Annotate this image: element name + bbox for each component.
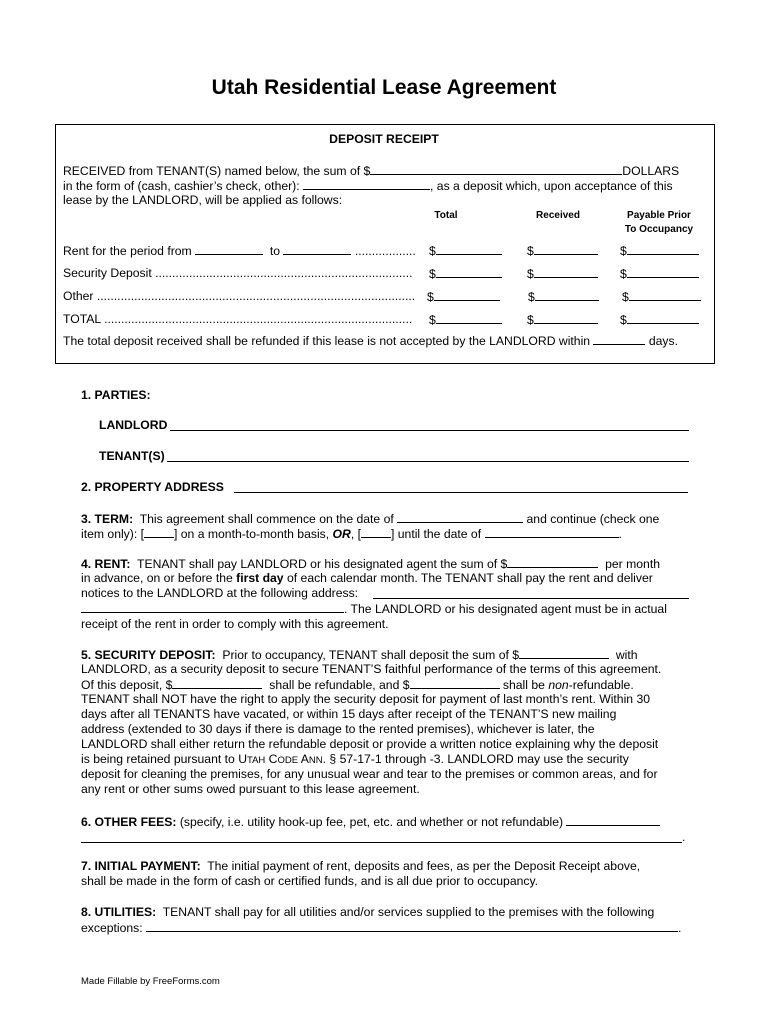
commence-date-field[interactable] [397, 511, 523, 523]
property-address-field[interactable] [234, 492, 688, 493]
document-title: Utah Residential Lease Agreement [211, 76, 557, 99]
other-received-field[interactable]: $ [528, 289, 599, 305]
section-1-heading: 1. PARTIES: [81, 388, 151, 402]
term-line-2: item only): [ ] on a month-to-month basis, OR, [ ] until the date of . [81, 527, 622, 541]
column-header-total: Total [434, 210, 458, 221]
receipt-row-security: Security Deposit ............................................................................ [63, 266, 413, 280]
payment-form-field[interactable] [303, 178, 430, 190]
landlord-label: LANDLORD [99, 418, 168, 432]
other-payable-field[interactable]: $ [622, 289, 701, 305]
rent-address-field-2[interactable] [81, 601, 344, 613]
security-line-7: LANDLORD shall either return the refundable deposit or provide a written notice explaining why the deposit [81, 737, 659, 751]
rent-period-from-field[interactable] [195, 243, 263, 255]
rent-received-field[interactable]: $ [527, 243, 598, 259]
term-line-1: 3. TERM: This agreement shall commence on the date of and continue (check one [81, 512, 660, 526]
other-fees-field-1[interactable] [566, 814, 660, 826]
rent-total-field[interactable]: $ [429, 243, 502, 259]
security-line-3: Of this deposit, $ shall be refundable, and $ shall be non-refundable. [81, 678, 634, 692]
security-line-5: days after all TENANTS have vacated, or within 15 days after receipt of the TENANT’S new mailing [81, 707, 617, 721]
refund-clause: The total deposit received shall be refunded if this lease is not accepted by the LANDLORD within days. [63, 334, 678, 348]
monthly-rent-field[interactable] [507, 556, 598, 568]
other-total-field[interactable]: $ [427, 289, 500, 305]
receipt-heading: DEPOSIT RECEIPT [329, 132, 439, 146]
security-line-10: any rent or other sums owed pursuant to this lease agreement. [81, 782, 420, 796]
security-line-6: address (extended to 30 days if there is damage to the rented premises), whichever is later, the [81, 722, 595, 736]
rent-address-field-1[interactable] [373, 598, 689, 599]
utilities-exceptions-field[interactable] [146, 920, 678, 932]
rent-payable-field[interactable]: $ [620, 243, 699, 259]
amount-received-field[interactable] [370, 163, 622, 175]
security-payable-field[interactable]: $ [620, 266, 699, 282]
tenant-label: TENANT(S) [99, 449, 165, 463]
security-line-2: LANDLORD, as a security deposit to secure TENANT’S faithful performance of the terms of this agreement. [81, 662, 662, 676]
column-header-received: Received [536, 210, 580, 221]
footer-credit: Made Fillable by FreeForms.com [81, 976, 220, 987]
non-refundable-amount-field[interactable] [410, 677, 500, 689]
rent-line-3: notices to the LANDLORD at the following address: [81, 586, 359, 600]
rent-period-to-field[interactable] [283, 243, 351, 255]
other-fees-line-1: 6. OTHER FEES: (specify, i.e. utility hook-up fee, pet, etc. and whether or not refundable) [81, 814, 660, 830]
receipt-row-total: TOTAL ........................................................................................... [63, 312, 413, 326]
receipt-line-1: RECEIVED from TENANT(S) named below, the sum of $ DOLLARS [63, 164, 680, 178]
receipt-row-other: Other .............................................................................................. [63, 289, 416, 303]
receipt-line-3: lease by the LANDLORD, will be applied as follows: [63, 193, 343, 207]
security-line-9: deposit for cleaning the premises, for any unusual wear and tear to the premises or common areas, and for [81, 767, 658, 781]
rent-line-2: in advance, on or before the first day of each calendar month. The TENANT shall pay the rent and deliver [81, 571, 653, 585]
rent-line-5: receipt of the rent in order to comply with this agreement. [81, 617, 389, 631]
other-fees-field-2[interactable] [81, 842, 682, 843]
security-line-8: is being retained pursuant to UTAH CODE ANN. § 57-17-1 through -3. LANDLORD may use the security [81, 752, 629, 766]
initial-payment-line-1: 7. INITIAL PAYMENT: The initial payment of rent, deposits and fees, as per the Deposit Receipt above, [81, 859, 641, 873]
section-2-heading: 2. PROPERTY ADDRESS [81, 480, 224, 494]
rent-line-1: 4. RENT: TENANT shall pay LANDLORD or his designated agent the sum of $ per month [81, 557, 660, 571]
column-header-payable-2: To Occupancy [624, 224, 694, 235]
refundable-amount-field[interactable] [172, 677, 262, 689]
initial-payment-line-2: shall be made in the form of cash or certified funds, and is all due prior to occupancy. [81, 874, 539, 888]
rent-line-4: . The LANDLORD or his designated agent must be in actual [81, 601, 667, 617]
receipt-row-rent: Rent for the period from to .................. [63, 244, 416, 258]
grand-payable-field[interactable]: $ [620, 312, 699, 328]
tenant-field[interactable] [167, 461, 689, 462]
utilities-line-1: 8. UTILITIES: TENANT shall pay for all utilities and/or services supplied to the premises with the following [81, 905, 655, 919]
other-fees-period: . [682, 830, 686, 844]
end-date-field[interactable] [485, 526, 619, 538]
security-line-4: TENANT shall NOT have the right to apply the security deposit for payment of last month’s rent. Within 30 [81, 692, 651, 706]
refund-days-field[interactable] [593, 333, 645, 345]
security-received-field[interactable]: $ [527, 266, 598, 282]
grand-received-field[interactable]: $ [527, 312, 598, 328]
month-to-month-checkbox[interactable] [144, 526, 174, 538]
security-line-1: 5. SECURITY DEPOSIT: Prior to occupancy, TENANT shall deposit the sum of $ with [81, 648, 638, 662]
security-total-field[interactable]: $ [429, 266, 502, 282]
security-deposit-field[interactable] [519, 647, 609, 659]
column-header-payable-1: Payable Prior [627, 210, 691, 221]
grand-total-field[interactable]: $ [429, 312, 502, 328]
utilities-line-2: exceptions: . [81, 921, 682, 935]
fixed-term-checkbox[interactable] [361, 526, 391, 538]
landlord-field[interactable] [170, 430, 689, 431]
receipt-line-2: in the form of (cash, cashier’s check, other): , as a deposit which, upon acceptance of this [63, 179, 673, 193]
